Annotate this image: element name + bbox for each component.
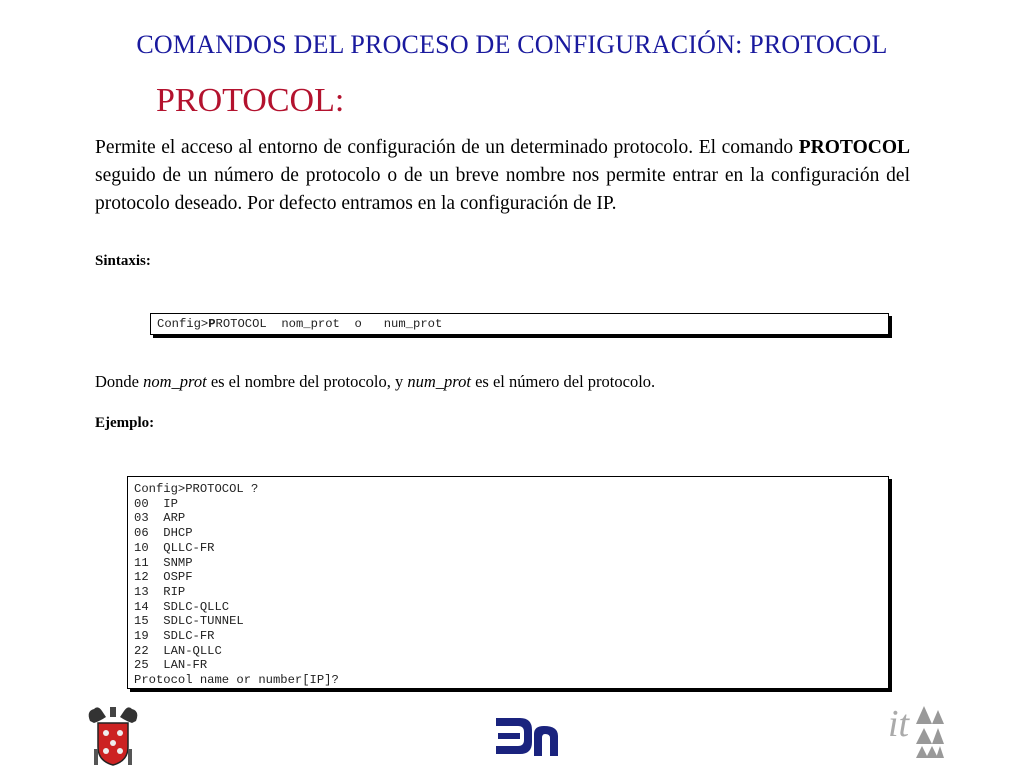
example-line: 10 QLLC-FR bbox=[134, 540, 215, 555]
example-line: 13 RIP bbox=[134, 584, 186, 599]
example-line: 25 LAN-FR bbox=[134, 658, 208, 673]
donde-sentence bbox=[95, 372, 655, 392]
example-line: 15 SDLC-TUNNEL bbox=[134, 614, 244, 629]
example-line: Protocol name or number[IP]? bbox=[134, 673, 339, 688]
example-line: 00 IP bbox=[134, 496, 178, 511]
slide-title: COMANDOS DEL PROCESO DE CONFIGURACIÓN: PROTOCOL bbox=[136, 30, 888, 59]
example-line: 06 DHCP bbox=[134, 526, 193, 541]
description-text-1: Permite el acceso al entorno de configuración de un determinado protocolo. El comando bbox=[95, 137, 799, 158]
syntax-rest: ROTOCOL nom_prot o num_prot bbox=[215, 317, 443, 331]
description-text-2: seguido de un número de protocolo o de un breve nombre nos permite entrar en la configuración del protocolo deseado. Por defecto entramos en la configuración de IP. bbox=[95, 165, 910, 214]
triangles-icon bbox=[916, 706, 944, 758]
example-line: 19 SDLC-FR bbox=[134, 629, 215, 644]
description-paragraph bbox=[95, 134, 910, 218]
syntax-line bbox=[157, 317, 442, 331]
donde-italic-1: nom_prot bbox=[143, 372, 207, 391]
university-crest-icon bbox=[80, 703, 146, 768]
syntax-bold-char: P bbox=[208, 317, 216, 331]
donde-text-1: Donde bbox=[95, 372, 144, 391]
donde-text-3: es el número del protocolo. bbox=[470, 372, 656, 391]
example-terminal-box bbox=[127, 476, 889, 689]
donde-italic-2: num_prot bbox=[407, 372, 471, 391]
description-bold-command: PROTOCOL bbox=[798, 137, 910, 158]
example-line: 03 ARP bbox=[134, 511, 186, 526]
example-line: 11 SNMP bbox=[134, 555, 193, 570]
dn-logo-icon bbox=[492, 712, 562, 760]
donde-text-2: es el nombre del protocolo, y bbox=[206, 372, 408, 391]
syntax-box bbox=[150, 313, 889, 335]
example-line: Config>PROTOCOL ? bbox=[134, 482, 259, 496]
example-line: 22 LAN-QLLC bbox=[134, 643, 222, 658]
syntax-prefix: Config> bbox=[157, 317, 209, 331]
sintaxis-label: Sintaxis: bbox=[95, 253, 151, 269]
it-logo bbox=[886, 700, 946, 762]
example-line: 14 SDLC-QLLC bbox=[134, 599, 230, 614]
example-lines bbox=[134, 482, 339, 688]
it-logo-text: it bbox=[888, 703, 910, 745]
section-heading: PROTOCOL: bbox=[156, 82, 345, 119]
ejemplo-label: Ejemplo: bbox=[95, 415, 155, 431]
example-line: 12 OSPF bbox=[134, 570, 193, 585]
